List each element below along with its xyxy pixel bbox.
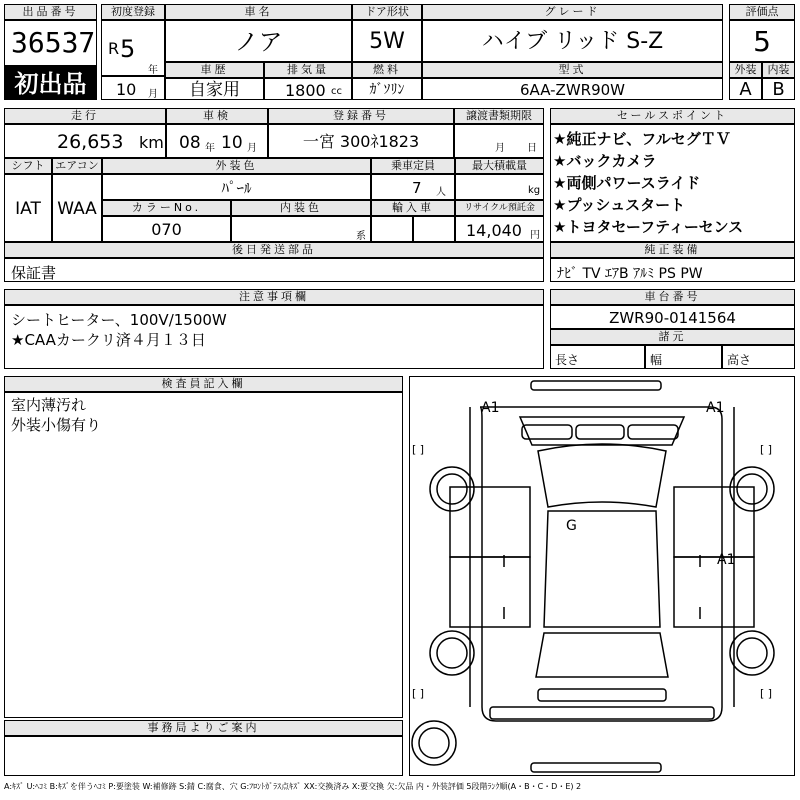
exterior-color-label: 外装色: [102, 158, 371, 174]
history-value: 自家用: [165, 78, 264, 100]
shift-label: シフト: [4, 158, 52, 174]
import-label: 輸入車: [371, 200, 455, 216]
transfer-cell: [454, 124, 544, 158]
mileage-unit: km: [139, 133, 164, 152]
selling-point-item: ★バックカメラ: [553, 152, 657, 170]
inspector-line: 外装小傷有り: [11, 416, 102, 434]
inspection-month: 10: [221, 133, 243, 153]
body-outline: [480, 407, 722, 721]
exterior-score-label: 外装: [729, 62, 762, 78]
notes-label: 注意事項欄: [4, 289, 544, 305]
mileage-label: 走行: [4, 108, 166, 124]
lot-number: 36537: [4, 20, 97, 66]
windshield-shape: [538, 444, 666, 507]
lot-label: 出品番号: [4, 4, 97, 20]
dims-length: 長さ: [550, 345, 645, 369]
recycle-value: 14,040: [466, 221, 522, 240]
aircon-label: エアコン: [52, 158, 102, 174]
interior-color-cell: [231, 216, 371, 242]
selling-point-item: ★トヨタセーフティーセンス: [553, 218, 744, 236]
displacement-cell: [264, 78, 352, 100]
transfer-day-unit: 日: [527, 143, 537, 154]
doors-label: ドア形状: [352, 4, 422, 20]
interior-color-label: 内装色: [231, 200, 371, 216]
mileage-value: 26,653: [57, 131, 124, 153]
model-name: ノア: [165, 20, 352, 62]
chassis-value: ZWR90-0141564: [550, 305, 795, 329]
inspector-box: [4, 392, 403, 718]
capacity-value: 7: [412, 179, 422, 197]
selling-point-item: ★プッシュスタート: [553, 196, 686, 214]
exterior-color-value: ﾊﾟｰﾙ: [102, 174, 371, 200]
later-parts-label: 後日発送部品: [4, 242, 544, 258]
selling-point-item: ★純正ナビ、フルセグＴＶ: [553, 130, 731, 148]
mark-front-right: A1: [706, 400, 725, 416]
registration-month-unit: 月: [148, 89, 158, 100]
inspector-line: 室内薄汚れ: [11, 396, 87, 414]
dims-width: 幅: [645, 345, 722, 369]
displacement-value: 1800: [285, 81, 326, 100]
plate-value: 一宮 300ﾈ1823: [268, 124, 454, 158]
interior-color-suffix: 系: [356, 231, 366, 242]
mark-right-side: A1: [717, 552, 736, 568]
model-label: 車名: [165, 4, 352, 20]
grade-label: グレード: [422, 4, 723, 20]
registration-year: 5: [120, 35, 136, 63]
mileage-cell: [4, 124, 166, 158]
notes-line: ★CAAカークリ済４月１３日: [11, 331, 206, 349]
selling-points-box: [550, 124, 795, 242]
registration-year-unit: 年: [148, 65, 158, 76]
svg-text:[ ]: [ ]: [760, 443, 773, 456]
notes-line: シートヒーター、100V/1500W: [11, 311, 227, 329]
type-code-value: 6AA-ZWR90W: [422, 78, 723, 100]
color-no-value: 070: [102, 216, 231, 242]
exterior-score: A: [729, 78, 762, 100]
later-parts-value: 保証書: [4, 258, 544, 282]
interior-score-label: 内装: [762, 62, 795, 78]
svg-text:[ ]: [ ]: [412, 687, 425, 700]
inspection-year-unit: 年: [205, 143, 215, 154]
dims-height: 高さ: [722, 345, 795, 369]
car-diagram-svg: [410, 377, 794, 775]
recycle-unit: 円: [530, 230, 540, 241]
capacity-label: 乗車定員: [371, 158, 455, 174]
fuel-label: 燃料: [352, 62, 422, 78]
displacement-unit: cc: [331, 86, 342, 97]
grade-value: ハイブ リッド S-Z: [422, 20, 723, 62]
inspector-label: 検査員記入欄: [4, 376, 403, 392]
plate-label: 登録番号: [268, 108, 454, 124]
import-cell-a: [371, 216, 413, 242]
registration-month: 10: [116, 80, 137, 99]
max-load-label: 最大積載量: [455, 158, 544, 174]
inspection-month-unit: 月: [247, 143, 257, 154]
mark-center: G: [566, 518, 577, 534]
doors-value: 5W: [352, 20, 422, 62]
inspection-label: 車検: [166, 108, 268, 124]
front-bumper-shape: [531, 381, 661, 390]
car-diagram: [409, 376, 795, 776]
genuine-label: 純正装備: [550, 242, 795, 258]
selling-point-item: ★両側パワースライド: [553, 174, 701, 192]
rear-bumper-shape: [531, 763, 661, 772]
genuine-value: ﾅﾋﾞ TV ｴｱB ｱﾙﾐ PS PW: [550, 258, 795, 282]
score-value: 5: [729, 20, 795, 62]
mark-front-left: A1: [481, 400, 500, 416]
first-listing-badge: 初出品: [4, 66, 97, 100]
recycle-label: リサイクル預託金: [455, 200, 544, 216]
dims-label: 諸元: [550, 329, 795, 345]
recycle-cell: [455, 216, 544, 242]
capacity-unit: 人: [436, 187, 446, 198]
registration-label: 初度登録: [101, 4, 165, 20]
aircon-value: WAA: [52, 174, 102, 242]
max-load-cell: [455, 174, 544, 200]
inspection-cell: [166, 124, 268, 158]
legend-text: A:ｷｽﾞ U:ﾍｺﾐ B:ｷｽﾞを伴うﾍｺﾐ P:要塗装 W:補修跡 S:錆 C:腐食、穴 G:ﾌﾛﾝﾄｶﾞﾗｽ点ｷｽﾞ XX:交換済み X:要交換 欠:欠品 内・外装評価 5段階ﾗﾝｸ順(A・B・C・D・E) 2: [4, 782, 582, 791]
history-label: 車歴: [165, 62, 264, 78]
registration-month-cell: [101, 76, 165, 100]
office-box: [4, 736, 403, 776]
transfer-label: 譲渡書類期限: [454, 108, 544, 124]
chassis-label: 車台番号: [550, 289, 795, 305]
office-label: 事務局よりご案内: [4, 720, 403, 736]
shift-value: IAT: [4, 174, 52, 242]
displacement-label: 排気量: [264, 62, 352, 78]
color-no-label: カラーNo.: [102, 200, 231, 216]
roof-shape: [544, 511, 660, 627]
svg-text:[ ]: [ ]: [412, 443, 425, 456]
svg-text:[ ]: [ ]: [760, 687, 773, 700]
score-label: 評価点: [729, 4, 795, 20]
inspection-year: 08: [179, 133, 201, 153]
type-code-label: 型式: [422, 62, 723, 78]
capacity-cell: [371, 174, 455, 200]
registration-era: R: [108, 39, 120, 58]
notes-box: [4, 305, 544, 369]
import-cell-b: [413, 216, 455, 242]
transfer-month-unit: 月: [495, 143, 505, 154]
fuel-value: ｶﾞｿﾘﾝ: [352, 78, 422, 100]
registration-year-cell: [101, 20, 165, 76]
max-load-unit: kg: [528, 185, 541, 196]
interior-score: B: [762, 78, 795, 100]
selling-points-label: セールスポイント: [550, 108, 795, 124]
